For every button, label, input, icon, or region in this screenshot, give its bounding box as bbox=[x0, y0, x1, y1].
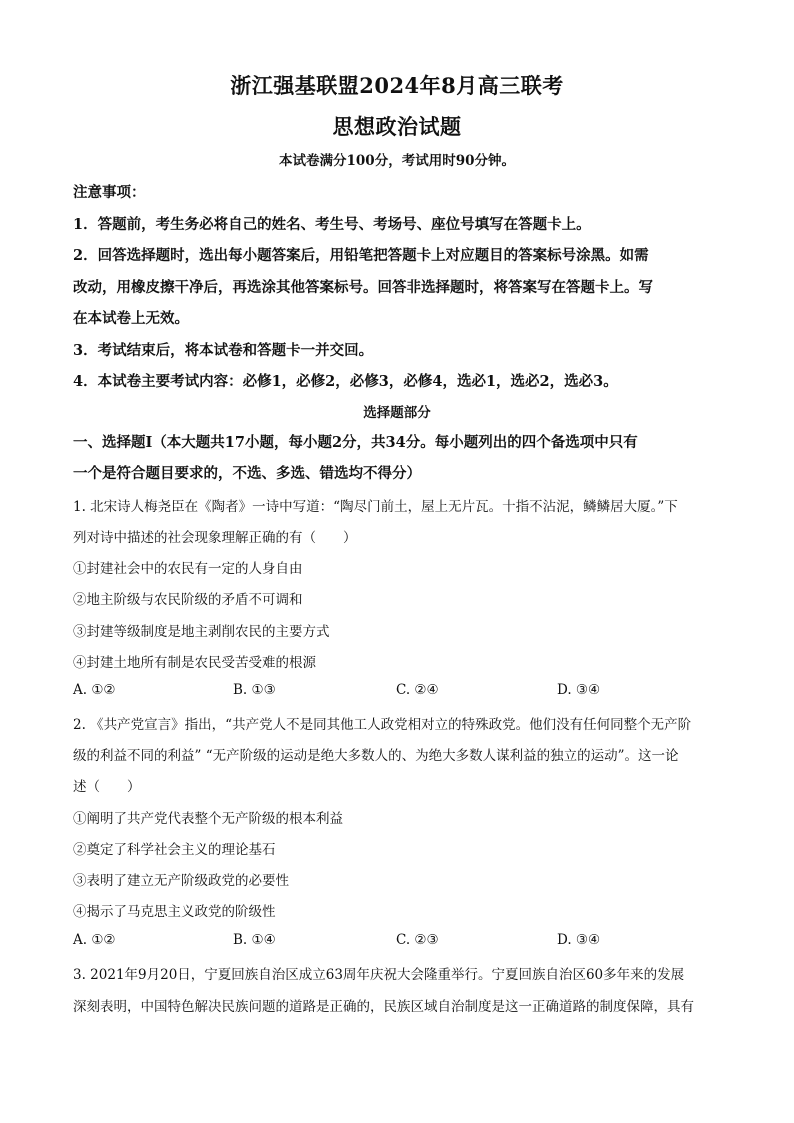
q3-stem-line-1: 3. 2021年9月20日，宁夏回族自治区成立63周年庆祝大会隆重举行。宁夏回族自治区60多年来的发展 bbox=[73, 967, 685, 983]
q2-option-b: B. ①④ bbox=[233, 932, 276, 948]
q2-statement-4: ④揭示了马克思主义政党的阶级性 bbox=[73, 904, 276, 920]
q1-stem-line-2: 列对诗中描述的社会现象理解正确的有（ ） bbox=[73, 530, 357, 546]
q1-stem-line-1: 1. 北宋诗人梅尧臣在《陶者》一诗中写道：“陶尽门前土，屋上无片瓦。十指不沾泥，鳞鳞居大厦。”下 bbox=[73, 499, 678, 515]
section-instructions-line-2: 一个是符合题目要求的，不选、多选、错选均不得分） bbox=[73, 465, 421, 482]
notice-item-2-line-2: 改动，用橡皮擦干净后，再选涂其他答案标号。回答非选择题时，将答案写在答题卡上。写 bbox=[73, 279, 653, 296]
notice-item-3: 3．考试结束后，将本试卷和答题卡一并交回。 bbox=[73, 342, 374, 359]
q1-statement-4: ④封建土地所有制是农民受苦受难的根源 bbox=[73, 655, 316, 671]
q2-statement-2: ②奠定了科学社会主义的理论基石 bbox=[73, 842, 276, 858]
q2-stem-line-1: 2. 《共产党宣言》指出，“共产党人不是同其他工人政党相对立的特殊政党。他们没有任何同整个无产阶 bbox=[73, 717, 692, 733]
q1-option-c: C. ②④ bbox=[396, 682, 439, 698]
q2-option-d: D. ③④ bbox=[557, 932, 601, 948]
section-title: 选择题部分 bbox=[363, 405, 431, 421]
q2-option-c: C. ②③ bbox=[396, 932, 439, 948]
notice-heading: 注意事项： bbox=[73, 184, 146, 201]
exam-title: 浙江强基联盟2024年8月高三联考 bbox=[230, 73, 564, 98]
exam-info: 本试卷满分100分，考试用时90分钟。 bbox=[279, 153, 515, 169]
q1-statement-3: ③封建等级制度是地主剥削农民的主要方式 bbox=[73, 624, 330, 640]
q2-stem-line-3: 述（ ） bbox=[73, 779, 141, 795]
q1-option-d: D. ③④ bbox=[557, 682, 601, 698]
notice-item-4: 4．本试卷主要考试内容：必修1，必修2，必修3，必修4，选必1，选必2，选必3。 bbox=[73, 373, 618, 390]
q1-option-b: B. ①③ bbox=[233, 682, 276, 698]
q2-statement-1: ①阐明了共产党代表整个无产阶级的根本利益 bbox=[73, 811, 343, 827]
q1-statement-1: ①封建社会中的农民有一定的人身自由 bbox=[73, 561, 303, 577]
notice-item-2-line-1: 2．回答选择题时，选出每小题答案后，用铅笔把答题卡上对应题目的答案标号涂黑。如需 bbox=[73, 247, 649, 264]
q1-statement-2: ②地主阶级与农民阶级的矛盾不可调和 bbox=[73, 592, 303, 608]
q2-stem-line-2: 级的利益不同的利益” “无产阶级的运动是绝大多数人的、为绝大多数人谋利益的独立的运动”。这一论 bbox=[73, 748, 679, 764]
notice-item-2-line-3: 在本试卷上无效。 bbox=[73, 310, 189, 327]
q1-option-a: A. ①② bbox=[73, 682, 116, 698]
q3-stem-line-2: 深刻表明，中国特色解决民族问题的道路是正确的，民族区域自治制度是这一正确道路的制度保障，具有 bbox=[73, 999, 694, 1015]
subject-title: 思想政治试题 bbox=[332, 114, 462, 139]
q2-statement-3: ③表明了建立无产阶级政党的必要性 bbox=[73, 873, 289, 889]
q2-option-a: A. ①② bbox=[73, 932, 116, 948]
section-instructions-line-1: 一、选择题Ⅰ（本大题共17小题，每小题2分，共34分。每小题列出的四个备选项中只有 bbox=[73, 434, 638, 451]
notice-item-1: 1．答题前，考生务必将自己的姓名、考生号、考场号、座位号填写在答题卡上。 bbox=[73, 216, 591, 233]
